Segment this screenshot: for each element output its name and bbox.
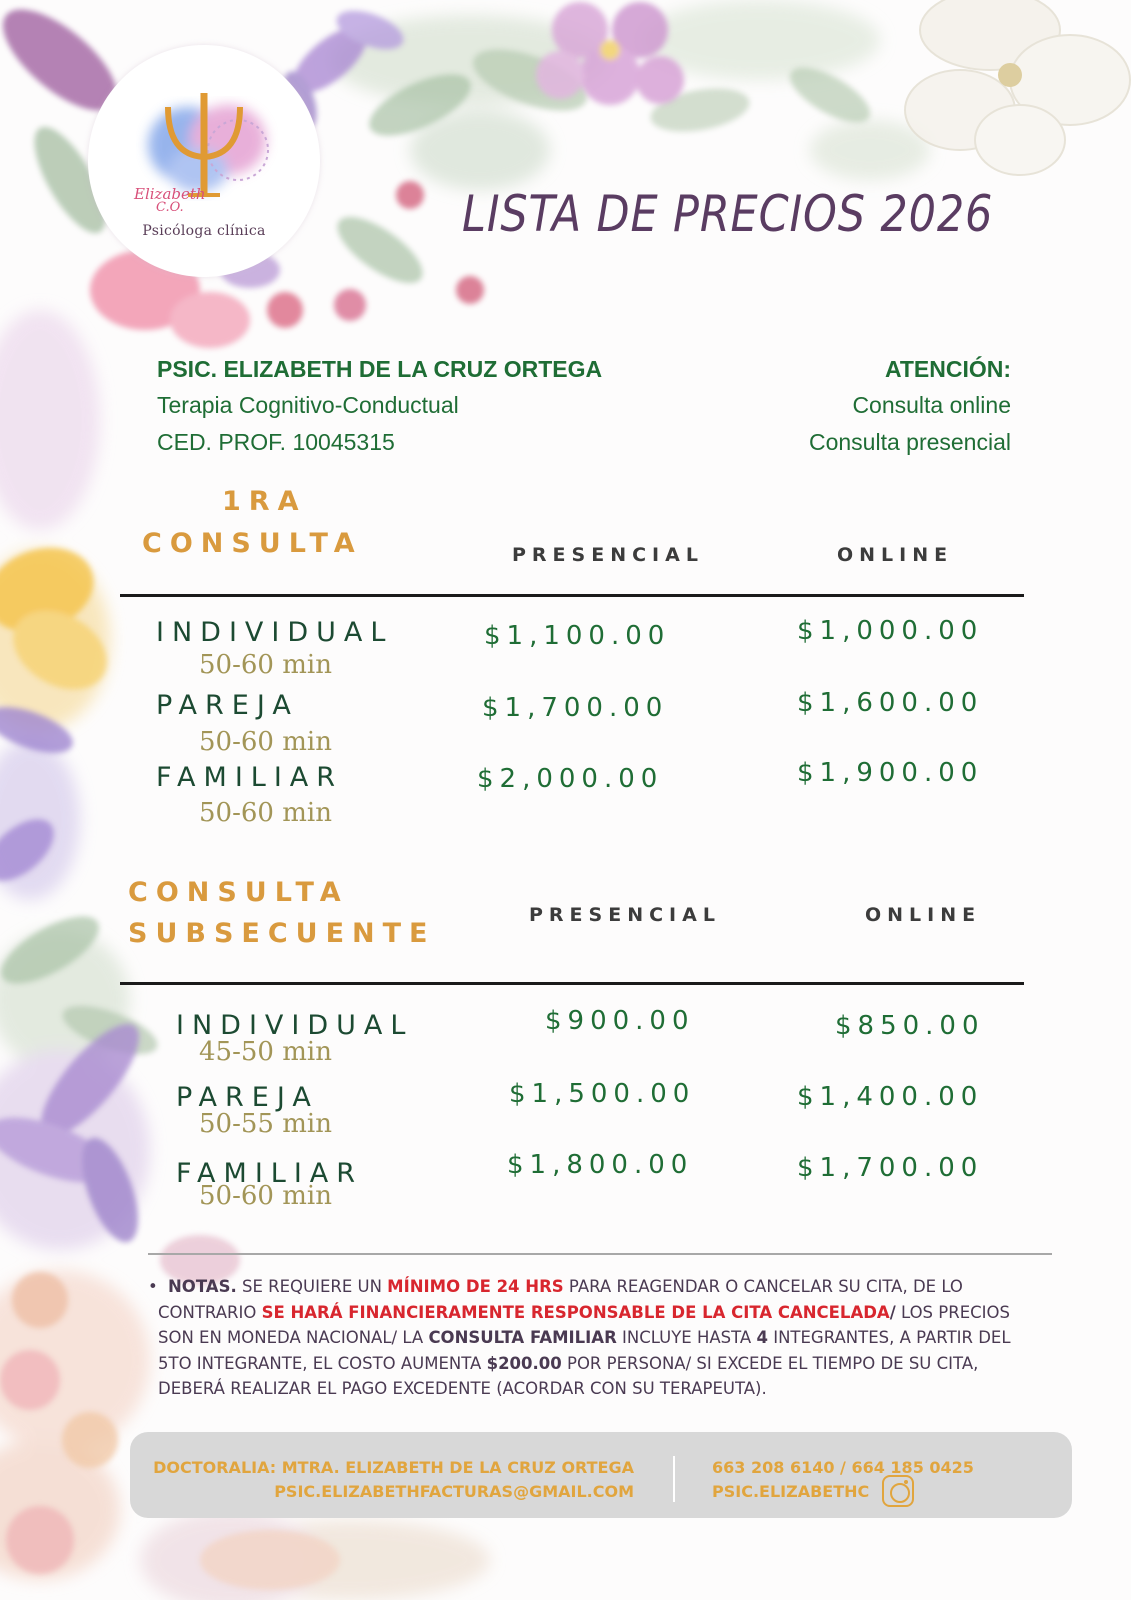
email-link[interactable]: PSIC.ELIZABETHFACTURAS@GMAIL.COM — [274, 1482, 634, 1501]
notes-text-7: POR PERSONA/ SI EXCEDE EL TIEMPO DE SU CITA, DEBERÁ REALIZAR EL PAGO EXCEDENTE (ACORDAR CON SU TERAPEUTA). — [158, 1353, 979, 1398]
clinic-logo — [88, 45, 320, 277]
instagram-handle[interactable]: PSIC.ELIZABETHC — [712, 1482, 870, 1501]
logo-name-line2: C.O. — [156, 200, 184, 215]
notes-paragraph — [148, 1274, 1044, 1402]
subsequent-pareja-presencial: $1,500.00 — [509, 1079, 696, 1109]
first-consult-title-line2: CONSULTA — [142, 528, 363, 559]
notes-financial-warning: SE HARÁ FINANCIERAMENTE RESPONSABLE DE LA CITA CANCELADA — [261, 1302, 890, 1322]
first-individual-duration: 50-60 min — [199, 650, 332, 680]
professional-license: CED. PROF. 10045315 — [157, 429, 395, 455]
subsequent-title-line2: SUBSECUENTE — [128, 918, 436, 949]
contact-footer — [130, 1432, 1072, 1518]
notes-text-5: INCLUYE HASTA — [616, 1328, 757, 1347]
page-title: LISTA DE PRECIOS 2026 — [462, 185, 994, 243]
subsequent-familiar-presencial: $1,800.00 — [507, 1150, 694, 1180]
first-consult-divider — [120, 594, 1024, 597]
first-individual-online: $1,000.00 — [797, 616, 984, 646]
footer-right — [712, 1456, 974, 1504]
notes-min-24: MÍNIMO DE 24 HRS — [387, 1277, 564, 1296]
first-familiar-duration: 50-60 min — [199, 798, 332, 828]
first-individual-presencial: $1,100.00 — [484, 621, 671, 651]
phone-numbers[interactable]: 663 208 6140 / 664 185 0425 — [712, 1458, 974, 1477]
subsequent-pareja-duration: 50-55 min — [199, 1109, 332, 1139]
first-pareja-label: PAREJA — [156, 690, 299, 721]
notes-family: CONSULTA FAMILIAR — [428, 1328, 617, 1347]
first-individual-label: INDIVIDUAL — [156, 617, 394, 648]
notes-text-2: PARA REAGENDAR O CANCELAR SU CITA, DE LO CONTRARIO — [158, 1277, 963, 1322]
notes-text-6: INTEGRANTES, A PARTIR DEL 5TO INTEGRANTE, EL COSTO AUMENTA — [158, 1328, 1011, 1373]
subsequent-title-line1: CONSULTA — [128, 877, 349, 908]
first-pareja-online: $1,600.00 — [797, 688, 984, 718]
doctoralia-label: DOCTORALIA: MTRA. ELIZABETH DE LA CRUZ ORTEGA — [153, 1458, 634, 1477]
psychologist-name: PSIC. ELIZABETH DE LA CRUZ ORTEGA — [157, 356, 603, 382]
notes-slash: / — [889, 1302, 896, 1322]
first-familiar-presencial: $2,000.00 — [477, 764, 664, 794]
notes-amount: $200.00 — [486, 1353, 562, 1373]
notes-text-1: SE REQUIERE UN — [236, 1277, 388, 1296]
attention-online: Consulta online — [852, 392, 1011, 418]
subsequent-col-online: ONLINE — [865, 904, 982, 926]
footer-left — [153, 1456, 634, 1504]
first-consult-title-line1: 1RA — [222, 486, 307, 517]
footer-divider — [673, 1456, 675, 1502]
subsequent-individual-label: INDIVIDUAL — [176, 1010, 414, 1041]
subsequent-individual-presencial: $900.00 — [545, 1006, 695, 1036]
notes-count: 4 — [756, 1328, 768, 1347]
subsequent-individual-online: $850.00 — [835, 1011, 985, 1041]
first-consult-col-online: ONLINE — [837, 544, 954, 566]
first-pareja-presencial: $1,700.00 — [482, 693, 669, 723]
psychologist-specialty: Terapia Cognitivo-Conductual — [157, 392, 459, 418]
logo-role: Psicóloga clínica — [142, 223, 266, 239]
subsequent-pareja-online: $1,400.00 — [797, 1082, 984, 1112]
subsequent-divider — [120, 982, 1024, 985]
subsequent-familiar-online: $1,700.00 — [797, 1153, 984, 1183]
subsequent-familiar-label: FAMILIAR — [176, 1158, 364, 1189]
subsequent-familiar-duration: 50-60 min — [199, 1181, 332, 1211]
notes-label: NOTAS. — [168, 1277, 237, 1296]
notes-bullet: • — [148, 1277, 158, 1296]
first-familiar-online: $1,900.00 — [797, 758, 984, 788]
attention-title: ATENCIÓN: — [884, 356, 1011, 382]
first-pareja-duration: 50-60 min — [199, 727, 332, 757]
logo-name — [134, 187, 214, 215]
notes-divider — [148, 1253, 1052, 1255]
subsequent-pareja-label: PAREJA — [176, 1082, 319, 1113]
attention-presencial: Consulta presencial — [808, 429, 1011, 455]
notes-text-4: LOS PRECIOS SON EN MONEDA NACIONAL/ LA — [158, 1302, 1010, 1347]
first-consult-col-presencial: PRESENCIAL — [512, 544, 704, 566]
subsequent-col-presencial: PRESENCIAL — [529, 904, 721, 926]
subsequent-individual-duration: 45-50 min — [199, 1037, 332, 1067]
first-familiar-label: FAMILIAR — [156, 762, 344, 793]
psi-logo-icon — [88, 45, 320, 277]
logo-name-line1: Elizabeth — [134, 185, 206, 203]
instagram-icon[interactable] — [882, 1475, 914, 1507]
